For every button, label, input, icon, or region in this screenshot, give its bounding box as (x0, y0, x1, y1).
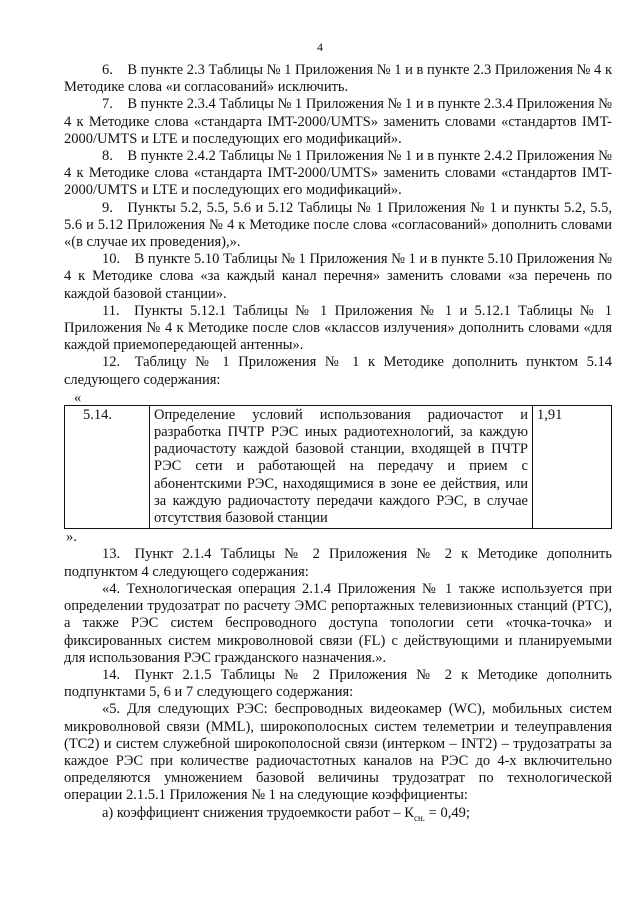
paragraph-12: 12. Таблицу № 1 Приложения № 1 к Методике дополнить пунктом 5.14 следующего содержания: (64, 354, 612, 388)
paragraph-10: 10. В пункте 5.10 Таблицы № 1 Приложения № 1 и в пункте 5.10 Приложения № 4 к Методике слова «за каждый канал перечня» заменить словами «за перечень по каждой базовой станции». (64, 251, 612, 302)
row-description: Определение условий использования радиочастот и разработка ПЧТР РЭС иных радиотехнологий, за каждую радиочастоту каждой базовой станции, входящей в ПЧТР РЭС сети и работающей на передачу и прием с абонентскими РЭС, находящимися в зоне ее действия, или за каждую радиочастоту передачи каждого РЭС, в случае отсутствия базовой станции (150, 405, 533, 528)
page-number: 4 (317, 40, 323, 54)
item-a-subscript: сн. (413, 812, 426, 823)
paragraph-14: 14. Пункт 2.1.5 Таблицы № 2 Приложения № 2 к Методике дополнить подпунктами 5, 6 и 7 следующего содержания: (64, 666, 612, 701)
open-quote: « (74, 389, 82, 406)
paragraph-11: 11. Пункты 5.12.1 Таблицы № 1 Приложения № 1 и 5.12.1 Таблицы № 1 Приложения № 4 к Методике после слов «классов излучения» дополнить словами «для каждой приемопередающей антенны». (64, 302, 612, 354)
paragraph-7: 7. В пункте 2.3.4 Таблицы № 1 Приложения № 1 и в пункте 2.3.4 Приложения № 4 к Методике слова «стандарта IMT-2000/UMTS» заменить словами «стандартов IMT-2000/UMTS и LTE и последующих его модификаций». (64, 96, 612, 147)
inserted-table (64, 405, 612, 529)
paragraph-8: 8. В пункте 2.4.2 Таблицы № 1 Приложения № 1 и в пункте 2.4.2 Приложения № 4 к Методике слова «стандарта IMT-2000/UMTS» заменить словами «стандартов IMT-2000/UMTS и LTE и последующих его модификаций». (64, 148, 612, 199)
paragraph-6: 6. В пункте 2.3 Таблицы № 1 Приложения № 1 и в пункте 2.3 Приложения № 4 к Методике слова «и согласований» исключить. (64, 62, 612, 96)
close-quote: ». (66, 529, 77, 546)
paragraph-9: 9. Пункты 5.2, 5.5, 5.6 и 5.12 Таблицы № 1 Приложения № 1 и пункты 5.2, 5.5, 5.6 и 5.12 Приложения № 4 к Методике после слова «согласований» дополнить словами «(в случае их проведения),». (64, 199, 612, 251)
paragraph-13-quote: «4. Технологическая операция 2.1.4 Приложения № 1 также используется при определении трудозатрат по расчету ЭМС репортажных телевизионных станций (РТС), а также РЭС систем беспроводного доступа топологии сети «точка-точка» и фиксированных систем микроволновой связи (FL) с действующими и планируемыми для использования РЭС гражданского назначения.». (64, 580, 612, 666)
table-row (65, 405, 612, 528)
paragraph-14-quote: «5. Для следующих РЭС: беспроводных видеокамер (WC), мобильных систем микроволновой связи (MML), широкополосных систем телеметрии и телеуправления (TC2) и систем служебной широкополосной связи (интерком – INT2) – трудозатраты за каждое РЭС при количестве радиочастотных каналов на РЭС до 4-х включительно определяются умножением базовой величины трудозатрат по технологической операции 2.1.5.1 Приложения № 1 на следующие коэффициенты: (64, 701, 612, 804)
item-a-suffix: = 0,49; (425, 804, 470, 821)
item-a (64, 805, 612, 827)
paragraph-13: 13. Пункт 2.1.4 Таблицы № 2 Приложения № 2 к Методике дополнить подпунктом 4 следующего содержания: (64, 546, 612, 580)
row-value: 1,91 (533, 405, 612, 528)
row-number: 5.14. (65, 405, 150, 528)
document-body (64, 62, 612, 827)
item-a-prefix: а) коэффициент снижения трудоемкости работ – К (102, 804, 414, 821)
